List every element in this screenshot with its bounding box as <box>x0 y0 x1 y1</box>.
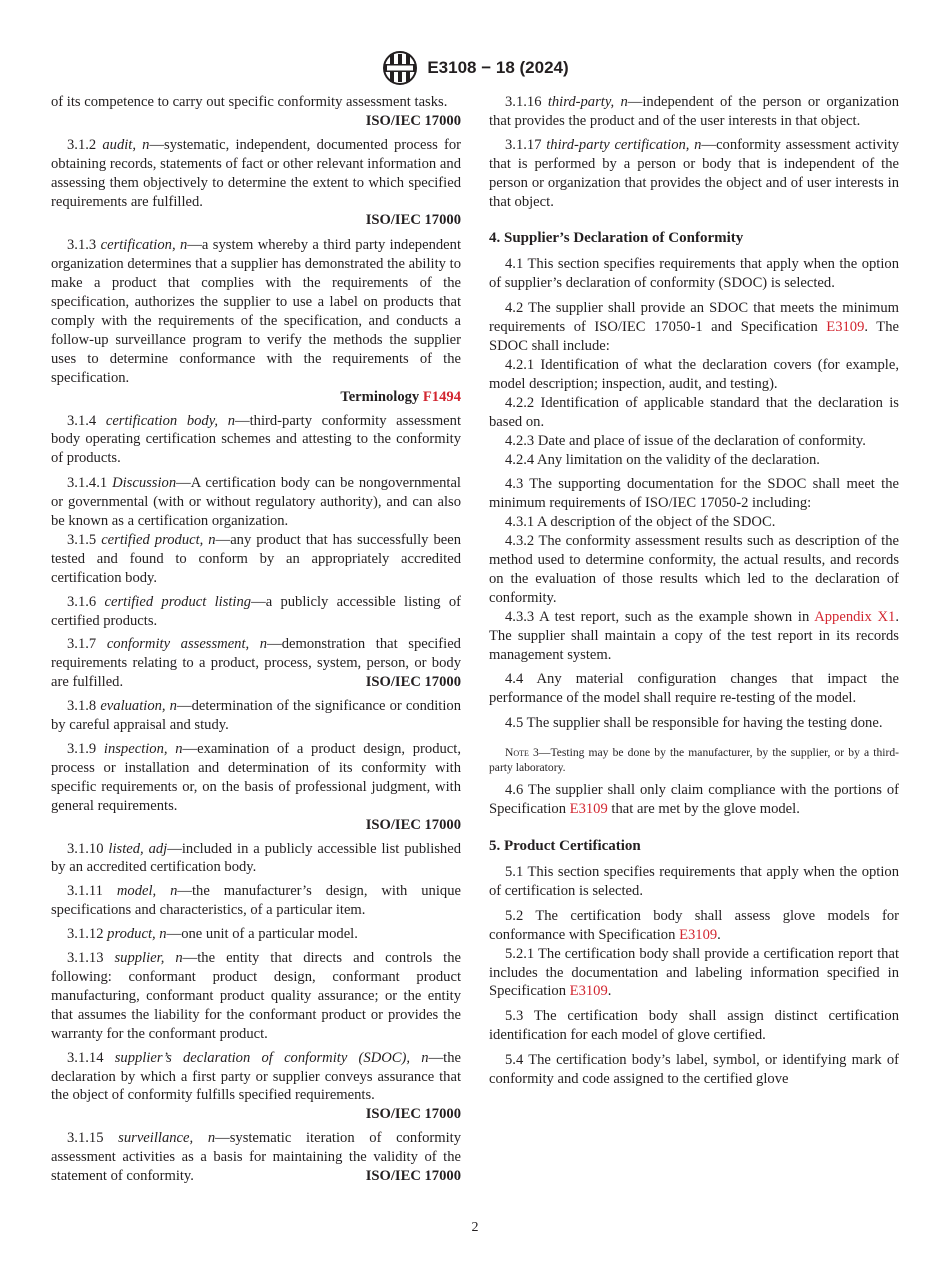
link-appendix-x1[interactable]: Appendix X1 <box>814 608 896 625</box>
left-column <box>51 93 461 1186</box>
note-3: Note 3—Testing may be done by the manufacturer, by the supplier, or by a third-party laboratory. <box>489 746 899 775</box>
clause-4-3-2: 4.3.2 The conformity assessment results such as description of the method used to determine conformity, the actual results, and records on the evaluation of those results which led to the declaration of conformity. <box>489 533 899 606</box>
section-5-heading: 5. Product Certification <box>489 838 641 854</box>
page-header <box>0 50 950 86</box>
reference-iso-iec-17000: ISO/IEC 17000 <box>365 816 461 833</box>
clause-4-2-2: 4.2.2 Identification of applicable standard that the declaration is based on. <box>489 394 899 430</box>
clause-4-2-4: 4.2.4 Any limitation on the validity of the declaration. <box>505 451 820 468</box>
definition-certification: 3.1.3 certification, n—a system whereby a third party independent organization determines that a supplier has demonstrated the ability to make a product that complies with the requirements of the specification, authorizes the supplier to use a label on products that comply with the requirements of the specification, and conducts a follow-up surveillance program to verify the methods the supplier uses to determine conformance with the requirements of the specification. <box>51 237 461 386</box>
definition-evaluation: 3.1.8 evaluation, n—determination of the significance or condition by careful appraisal and study. <box>51 698 461 734</box>
page-number: 2 <box>471 1220 479 1235</box>
reference-iso-iec-17000: ISO/IEC 17000 <box>365 212 461 229</box>
clause-4-6: 4.6 The supplier shall only claim compliance with the portions of Specification E3109 that are met by the glove model. <box>489 782 899 818</box>
link-f1494[interactable]: F1494 <box>422 388 461 405</box>
clause-4-5: 4.5 The supplier shall be responsible for having the testing done. <box>505 715 883 732</box>
paragraph-3-1-1-continued: of its competence to carry out specific conformity assessment tasks. ISO/IEC 17000 <box>51 94 461 129</box>
reference-terminology-f1494: Terminology F1494 <box>340 388 461 405</box>
clause-4-3-3: 4.3.3 A test report, such as the example shown in Appendix X1. The supplier shall maintain a copy of the test report in its records management system. <box>489 608 900 663</box>
definition-certified-product: 3.1.5 certified product, n—any product that has successfully been tested and found to conform by an appropriately accredited certification body. <box>51 531 461 586</box>
clause-4-4: 4.4 Any material configuration changes that impact the performance of the model shall require re-testing of the model. <box>489 671 899 707</box>
clause-4-2: 4.2 The supplier shall provide an SDOC that meets the minimum requirements of ISO/IEC 17050-1 and Specification E3109. The SDOC shall include: <box>489 300 899 355</box>
link-e3109[interactable]: E3109 <box>569 801 608 818</box>
astm-logo-icon <box>381 50 419 86</box>
clause-5-4: 5.4 The certification body’s label, symbol, or identifying mark of conformity and code assigned to the certified glove <box>489 1052 899 1088</box>
document-designation: E3108 − 18 (2024) <box>427 58 569 77</box>
link-e3109[interactable]: E3109 <box>569 983 608 1000</box>
definition-surveillance: 3.1.15 surveillance, n—systematic iteration of conformity assessment activities as a basis for maintaining the validity of the statement of conformity. ISO/IEC 17000 <box>51 1130 461 1185</box>
definition-model: 3.1.11 model, n—the manufacturer’s design, with unique specifications and characteristics, of a particular item. <box>51 883 461 919</box>
clause-5-2-1: 5.2.1 The certification body shall provide a certification report that includes the documentation and labeling information specified in Specification E3109. <box>489 945 899 1000</box>
definition-third-party: 3.1.16 third-party, n—independent of the person or organization that provides the product and of the user interests in that object. <box>489 94 900 129</box>
clause-4-2-1: 4.2.1 Identification of what the declaration covers (for example, model description; inspection, audit, and testing). <box>489 356 899 392</box>
clause-5-1: 5.1 This section specifies requirements that apply when the option of certification is selected. <box>489 864 899 899</box>
definition-supplier: 3.1.13 supplier, n—the entity that directs and controls the following: conformant product design, conformant product manufacturing, conformant product quality assurance; or the entity that assumes the liability for the conformant product or provides the warranty for the conformant product. <box>51 950 462 1042</box>
definition-certification-body: 3.1.4 certification body, n—third-party conformity assessment body operating certification schemes and attesting to the conformity of products. <box>51 412 462 467</box>
definition-product: 3.1.12 product, n—one unit of a particular model. <box>67 926 358 943</box>
definition-certified-product-listing: 3.1.6 certified product listing—a publicly accessible listing of certified products. <box>51 593 462 629</box>
clause-4-3-1: 4.3.1 A description of the object of the SDOC. <box>505 514 776 531</box>
definition-inspection: 3.1.9 inspection, n—examination of a product design, product, process or installation and determination of its conformity with specific requirements or, on the basis of professional judgment, with general requirements. <box>51 741 461 814</box>
link-e3109[interactable]: E3109 <box>679 926 718 943</box>
section-4-heading: 4. Supplier’s Declaration of Conformity <box>489 230 744 247</box>
right-column <box>489 93 899 1089</box>
definition-third-party-certification: 3.1.17 third-party certification, n—conformity assessment activity that is performed by a person or body that is independent of the person or organization that provides the object and of user interests in that object. <box>489 136 899 210</box>
clause-5-2: 5.2 The certification body shall assess glove models for conformance with Specification E3109. <box>489 907 899 943</box>
definition-audit: 3.1.2 audit, n—systematic, independent, documented process for obtaining records, statements of fact or other relevant information and assessing them objectively to determine the extent to which specified requirements are fulfilled. <box>51 136 461 210</box>
discussion-certification-body: 3.1.4.1 Discussion—A certification body can be nongovernmental or governmental (with or without regulatory authority), and can also be known as a certification organization. <box>51 475 461 530</box>
definition-conformity-assessment: 3.1.7 conformity assessment, n—demonstration that specified requirements relating to a product, process, system, person, or body are fulfilled. ISO/IEC 17000 <box>51 636 461 691</box>
definition-listed: 3.1.10 listed, adj—included in a publicly accessible list published by an accredited certification body. <box>51 840 461 876</box>
clause-4-1: 4.1 This section specifies requirements that apply when the option of supplier’s declaration of conformity (SDOC) is selected. <box>489 256 899 292</box>
definition-sdoc: 3.1.14 supplier’s declaration of conformity (SDOC), n—the declaration by which a first party or supplier conveys assurance that the object of conformity fulfills specified requirements. <box>51 1049 461 1104</box>
clause-4-3: 4.3 The supporting documentation for the SDOC shall meet the minimum requirements of ISO/IEC 17050-2 including: <box>489 476 899 512</box>
clause-5-3: 5.3 The certification body shall assign distinct certification identification for each model of glove certified. <box>489 1008 899 1044</box>
reference-iso-iec-17000: ISO/IEC 17000 <box>365 1106 461 1123</box>
link-e3109[interactable]: E3109 <box>826 319 865 336</box>
clause-4-2-3: 4.2.3 Date and place of issue of the declaration of conformity. <box>505 432 866 449</box>
